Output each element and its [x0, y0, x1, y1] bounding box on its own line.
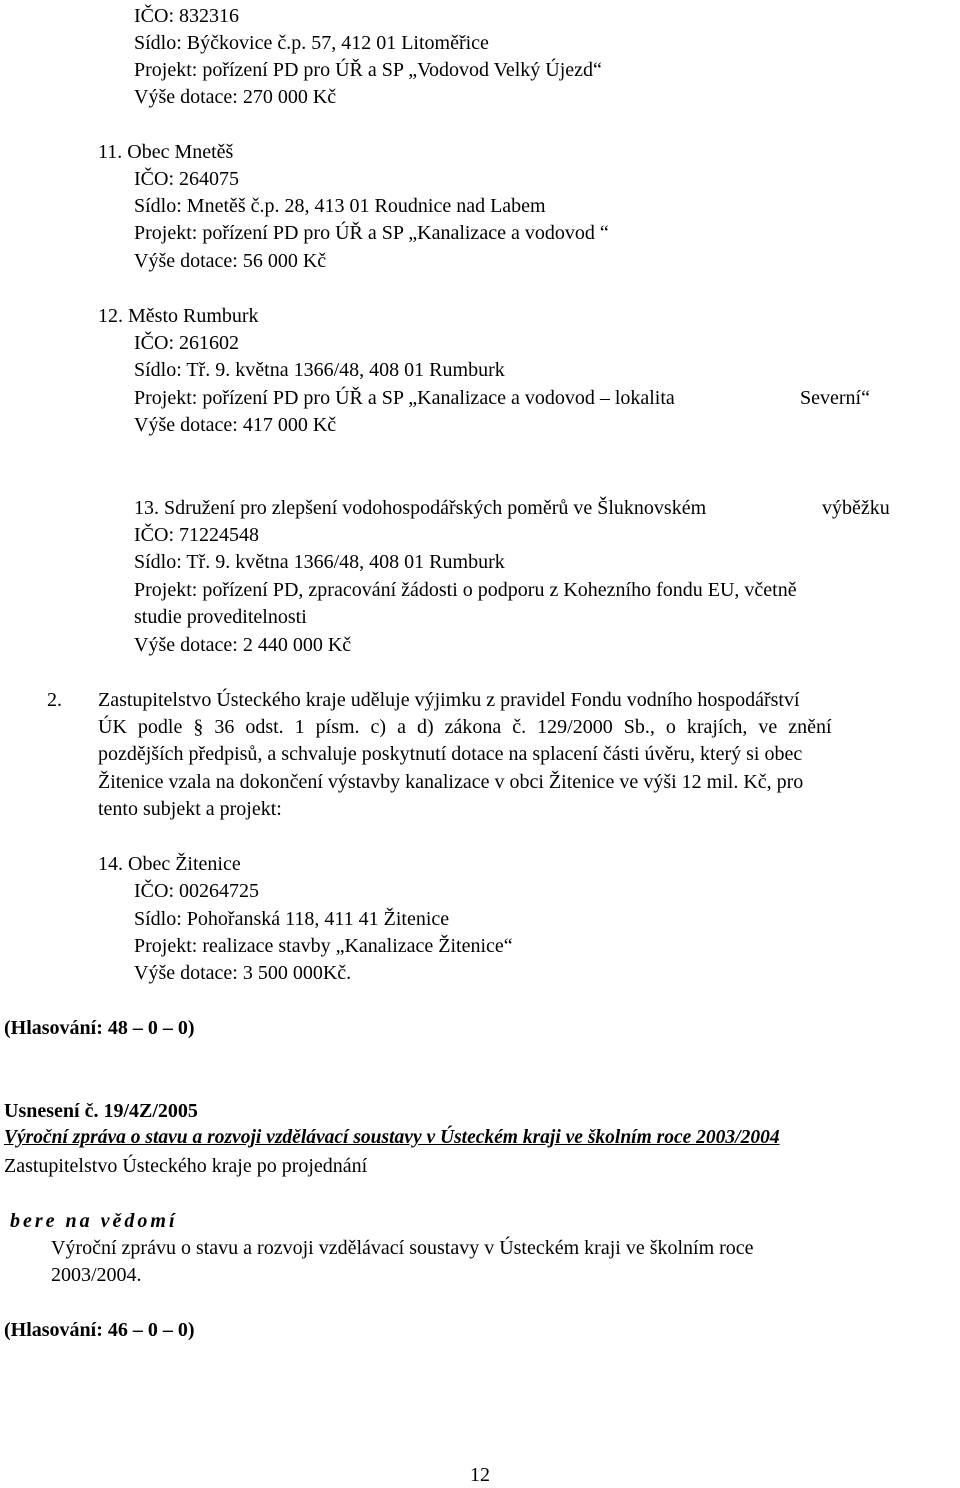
entry13-dotace: Výše dotace: 2 440 000 Kč — [134, 634, 352, 656]
point2-line-3: pozdějších předpisů, a schvaluje poskytnutí dotace na splacení části úvěru, který si obec — [98, 743, 803, 765]
point2-number: 2. — [47, 689, 62, 711]
entry13-title-end: výběžku — [822, 497, 890, 519]
entry13-ico: IČO: 71224548 — [134, 524, 259, 546]
entry11-sidlo: Sídlo: Mnetěš č.p. 28, 413 01 Roudnice nad Labem — [134, 195, 546, 217]
point2-line-4: Žitenice vzala na dokončení výstavby kanalizace v obci Žitenice ve výši 12 mil. Kč, pro — [98, 771, 804, 793]
resolution-number: Usnesení č. 19/4Z/2005 — [4, 1100, 198, 1122]
entry13-projekt-2: studie proveditelnosti — [134, 606, 307, 628]
resolution-body-1: Výroční zprávu o stavu a rozvoji vzdělávací soustavy v Ústeckém kraji ve školním roce — [51, 1237, 754, 1259]
entry12-dotace: Výše dotace: 417 000 Kč — [134, 414, 337, 436]
entry13-sidlo: Sídlo: Tř. 9. května 1366/48, 408 01 Rumburk — [134, 551, 505, 573]
entry14-sidlo: Sídlo: Pohořanská 118, 411 41 Žitenice — [134, 908, 450, 930]
entry14-dotace: Výše dotace: 3 500 000Kč. — [134, 962, 352, 984]
point2-line-5: tento subjekt a projekt: — [98, 798, 282, 820]
point2-line-1: Zastupitelstvo Ústeckého kraje uděluje výjimku z pravidel Fondu vodního hospodářství — [98, 689, 800, 711]
resolution-intro: Zastupitelstvo Ústeckého kraje po projednání — [4, 1155, 368, 1177]
entry13-title: 13. Sdružení pro zlepšení vodohospodářských poměrů ve Šluknovském — [134, 497, 707, 519]
entry11-title: 11. Obec Mnetěš — [98, 141, 234, 163]
resolution-subject: Výroční zpráva o stavu a rozvoji vzdělávací soustavy v Ústeckém kraji ve školním roce 2003/2004 — [4, 1127, 780, 1148]
entry12-projekt: Projekt: pořízení PD pro ÚŘ a SP „Kanalizace a vodovod – lokalita — [134, 387, 675, 409]
entry14-projekt: Projekt: realizace stavby „Kanalizace Žitenice“ — [134, 935, 513, 957]
resolution-body-2: 2003/2004. — [51, 1264, 142, 1286]
entry11-ico: IČO: 264075 — [134, 168, 239, 190]
entry11-dotace: Výše dotace: 56 000 Kč — [134, 250, 327, 272]
page-number: 12 — [470, 1464, 490, 1486]
point2-line-2: ÚK podle § 36 odst. 1 písm. c) a d) zákona č. 129/2000 Sb., o krajích, ve znění — [98, 716, 832, 738]
entry11-projekt: Projekt: pořízení PD pro ÚŘ a SP „Kanalizace a vodovod “ — [134, 222, 609, 244]
entry10-projekt: Projekt: pořízení PD pro ÚŘ a SP „Vodovod Velký Újezd“ — [134, 59, 602, 81]
entry14-title: 14. Obec Žitenice — [98, 853, 241, 875]
entry12-ico: IČO: 261602 — [134, 332, 239, 354]
entry10-dotace: Výše dotace: 270 000 Kč — [134, 86, 337, 108]
entry10-ico: IČO: 832316 — [134, 5, 239, 27]
entry13-projekt-1: Projekt: pořízení PD, zpracování žádosti o podporu z Kohezního fondu EU, včetně — [134, 579, 797, 601]
entry12-title: 12. Město Rumburk — [98, 305, 259, 327]
entry12-projekt-end: Severní“ — [800, 387, 870, 409]
entry12-sidlo: Sídlo: Tř. 9. května 1366/48, 408 01 Rumburk — [134, 359, 505, 381]
vote-result-1: (Hlasování: 48 – 0 – 0) — [4, 1017, 195, 1039]
entry14-ico: IČO: 00264725 — [134, 880, 259, 902]
entry10-sidlo: Sídlo: Býčkovice č.p. 57, 412 01 Litoměřice — [134, 32, 489, 54]
resolution-verb: bere na vědomí — [10, 1210, 178, 1232]
vote-result-2: (Hlasování: 46 – 0 – 0) — [4, 1319, 195, 1341]
